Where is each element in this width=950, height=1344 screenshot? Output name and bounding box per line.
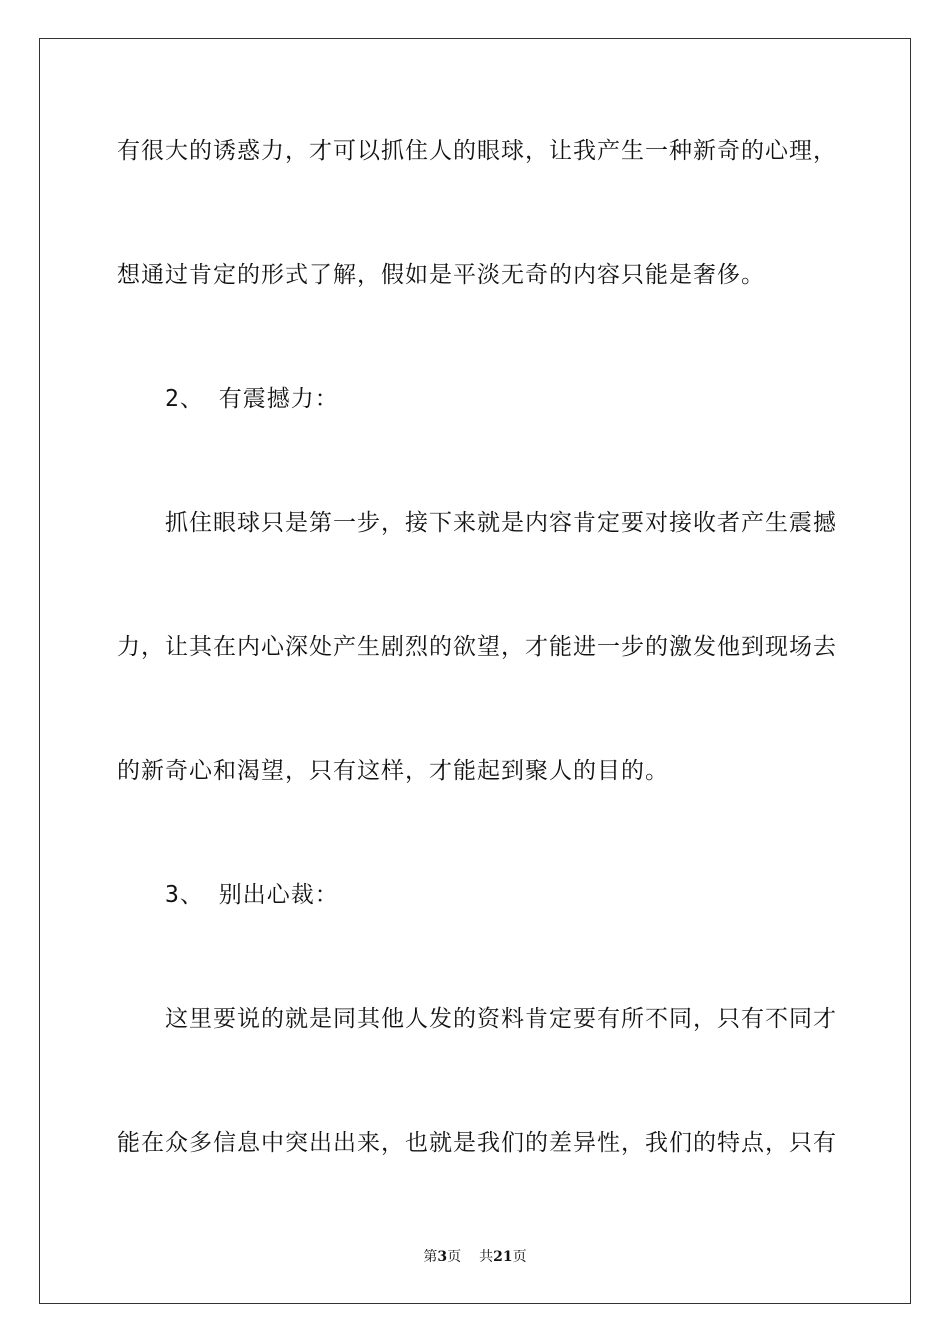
text-line-4: 抓住眼球只是第一步，接下来就是内容肯定要对接收者产生震撼 <box>165 510 837 536</box>
footer-page-suffix: 页 <box>447 1249 462 1265</box>
section-heading-2: 2、 有震撼力： <box>165 386 339 412</box>
footer-page-number: 3 <box>437 1249 448 1265</box>
page-footer <box>0 1246 950 1266</box>
text-line-6: 的新奇心和渴望，只有这样，才能起到聚人的目的。 <box>117 758 669 784</box>
footer-total-suffix: 页 <box>512 1249 527 1265</box>
text-line-9: 能在众多信息中突出出来，也就是我们的差异性，我们的特点，只有 <box>117 1130 837 1156</box>
footer-page-prefix: 第 <box>423 1249 438 1265</box>
text-line-8: 这里要说的就是同其他人发的资料肯定要有所不同，只有不同才 <box>165 1006 837 1032</box>
footer-total-prefix: 共 <box>479 1249 494 1265</box>
text-line-2: 想通过肯定的形式了解，假如是平淡无奇的内容只能是奢侈。 <box>117 262 765 288</box>
section-heading-3: 3、 别出心裁： <box>165 882 339 908</box>
text-line-1: 有很大的诱惑力，才可以抓住人的眼球，让我产生一种新奇的心理， <box>117 138 837 164</box>
page-border <box>39 38 911 1304</box>
text-line-5: 力，让其在内心深处产生剧烈的欲望，才能进一步的激发他到现场去 <box>117 634 837 660</box>
footer-total-pages: 21 <box>493 1249 513 1265</box>
